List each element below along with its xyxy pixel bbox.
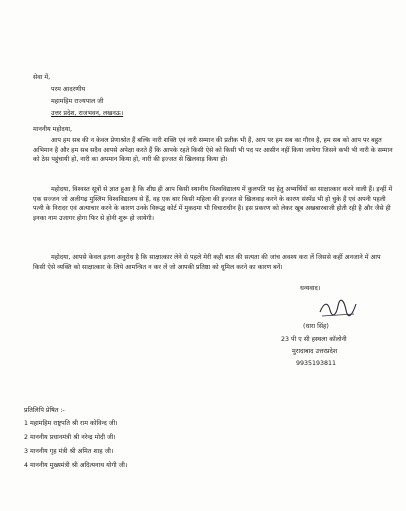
copy-item-3: 3 माननीय गृह मंत्री श्री अमित शाह जी। xyxy=(24,448,114,455)
copy-item-4: 4 माननीय मुख्यमंत्री श्री अदित्यनाथ योगी जी। xyxy=(24,462,128,469)
salutation-to: सेवा में, xyxy=(33,74,51,81)
sender-address-1: 23 पी ए सी हस्थला कॉलोनी xyxy=(281,336,347,343)
signature-scrawl xyxy=(318,298,358,320)
signature xyxy=(318,298,358,320)
greeting: माननीय महोदया, xyxy=(33,126,73,133)
closing: धन्यवाद। xyxy=(300,285,321,292)
body-paragraph-3: महोदया, आपसे केवल इतना अनुरोध है कि साक्षात्कार लेने से पहले मेरी कही बात की सत्यता की जांच अवश्य करा लें जिससे कहीं अनजाने में आप किसी ऐसे व्यक्ति को साक्षात्कार के लिये आमन्त्रित न कर लें जो आपकी प्रतिष्ठा को धूमिल करने का कारण बनें। xyxy=(33,254,381,271)
body-paragraph-2: महोदया, विश्वस्त सूत्रों से ज्ञात हुआ है कि शीघ्र ही आप किसी स्थानीय विश्वविद्यालय में कुलपति पद हेतु अभ्यर्थियों का साक्षात्कार करने वाली हैं। इन्हीं में एक सज्जन जो अलीगढ़ मुस्लिम विश्वविद्यालय से हैं, वह एक बार किसी महिला की इज्जत से खिलवाड़ करने के कारण संस्पेंड भी हो चुके हैं एवं अपनी पहली पत्नी के निरादर एवं अत्याचार करने के कारण उनके विरूद्ध कोर्ट में मुकदमा भी विचाराधीन है। इस प्रकरण को लेकर खूब अखबारबाजी होती रही है और जैसे ही इनका नाम उजागर होगा फिर से होनी शुरू हो जायेगी। xyxy=(33,186,393,222)
recipient-line-2: महामहिम राज्यपाल जी xyxy=(51,98,104,105)
copies-heading: प्रतिलिपि प्रेषित :- xyxy=(24,407,65,414)
sender-name: (धारा सिंह) xyxy=(303,323,329,330)
sender-address-2: मुरादाबाद उत्तरप्रदेश xyxy=(292,348,338,355)
body-paragraph-1: आप हम सब की न केवल प्रेणाश्रोत हैं बल्कि नारी शक्ति एवं नारी सम्मान की प्रतीक भी हैं, आप पर हम सब का गौरव है, हम सब को आप पर बहुत अभिमान है और हम सब सदैव आपसे अपेक्षा करते हैं कि आपके रहते किसी ऐसे को किसी भी पद पर आसीन नहीं किया जायेगा जिसने कभी भी नारी के सम्मान को ठेस पहुंचायी हो, नारी का अपमान किया हो, नारी की इज्जत से खिलवाड़ किया हो। xyxy=(33,137,393,164)
copy-item-2: 2 माननीय प्रधानमंत्री श्री नरेन्द्र मोदी जी। xyxy=(24,434,116,441)
sender-phone: 9935193811 xyxy=(296,360,337,367)
copy-item-1: 1 महामहिम राष्ट्रपति श्री राम कोविन्द जी। xyxy=(24,420,118,427)
recipient-line-3: उत्तर प्रदेश, राजभवन, लखनऊ। xyxy=(51,110,124,117)
recipient-line-1: परम आदरणीय xyxy=(51,86,86,93)
